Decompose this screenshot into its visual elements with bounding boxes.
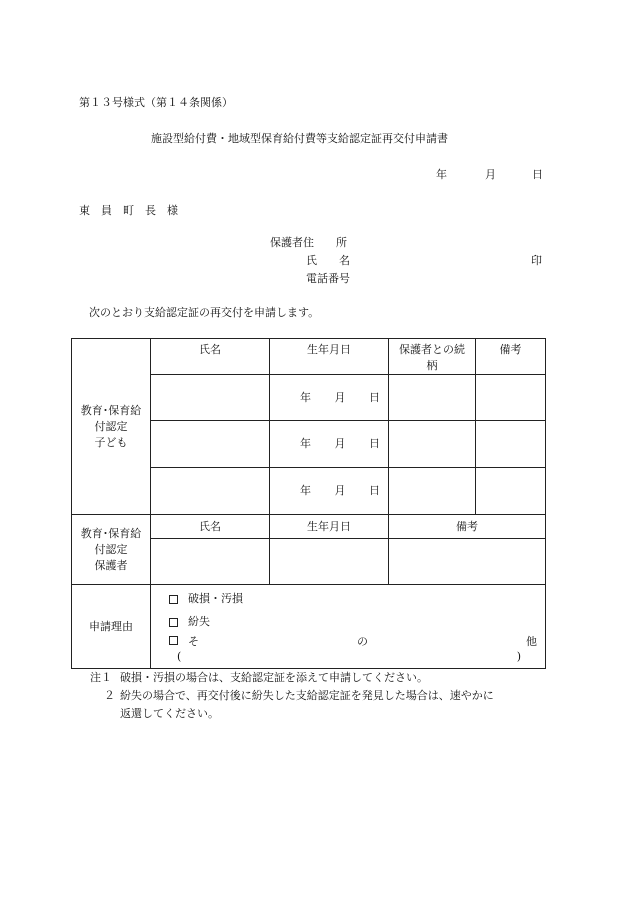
- child-section-label: 教育･保育給 付認定 子ども: [72, 339, 151, 515]
- child-relation-field[interactable]: [389, 421, 476, 468]
- addressee: 東 員 町 長 様: [79, 204, 178, 217]
- child-relation-field[interactable]: [389, 468, 476, 515]
- checkbox[interactable]: [169, 595, 178, 604]
- reason-options: [151, 585, 546, 669]
- notes: [90, 669, 494, 723]
- date-year-label: 年: [436, 168, 447, 181]
- child-name-field[interactable]: [151, 468, 270, 515]
- note-item: 返還してください。: [120, 707, 219, 720]
- applicant-address-label: 保護者住 所: [270, 236, 347, 249]
- col-header-remarks: 備考: [476, 339, 546, 375]
- guardian-section-label: 教育･保育給 付認定 保護者: [72, 515, 151, 585]
- reason-damaged-option[interactable]: 破損・汚損: [169, 588, 537, 611]
- reason-other-option[interactable]: そ の 他: [169, 634, 537, 650]
- application-table: [71, 338, 546, 669]
- child-remarks-field[interactable]: [476, 468, 546, 515]
- child-name-field[interactable]: [151, 375, 270, 421]
- note-item: ２ 紛失の場合で、再交付後に紛失した支給認定証を発見した場合は、速やかに: [104, 689, 494, 702]
- child-name-field[interactable]: [151, 421, 270, 468]
- applicant-name-label: 氏 名: [306, 254, 350, 267]
- guardian-col-header-remarks: 備考: [389, 515, 546, 539]
- guardian-name-field[interactable]: [151, 539, 270, 585]
- guardian-col-header-name: 氏名: [151, 515, 270, 539]
- reason-lost-option[interactable]: 紛失: [169, 611, 537, 634]
- col-header-birthdate: 生年月日: [270, 339, 389, 375]
- applicant-phone-label: 電話番号: [306, 272, 350, 285]
- form-title: 施設型給付費・地域型保育給付費等支給認定証再交付申請書: [151, 132, 448, 145]
- checkbox[interactable]: [169, 618, 178, 627]
- reason-label: 申請理由: [72, 585, 151, 669]
- child-relation-field[interactable]: [389, 375, 476, 421]
- child-remarks-field[interactable]: [476, 421, 546, 468]
- note-item: 注１ 破損・汚損の場合は、支給認定証を添えて申請してください。: [90, 671, 428, 684]
- reason-other-detail-field[interactable]: ( ): [177, 649, 521, 663]
- checkbox[interactable]: [169, 636, 178, 645]
- intro-text: 次のとおり支給認定証の再交付を申請します。: [89, 306, 320, 319]
- guardian-remarks-field[interactable]: [389, 539, 546, 585]
- form-number: 第１３号様式（第１４条関係）: [79, 96, 233, 109]
- guardian-col-header-birthdate: 生年月日: [270, 515, 389, 539]
- child-birthdate-field[interactable]: 年 月 日: [270, 421, 389, 468]
- child-birthdate-field[interactable]: 年 月 日: [270, 375, 389, 421]
- col-header-name: 氏名: [151, 339, 270, 375]
- child-remarks-field[interactable]: [476, 375, 546, 421]
- col-header-relation: 保護者との続 柄: [389, 339, 476, 375]
- date-month-label: 月: [485, 168, 496, 181]
- date-day-label: 日: [532, 168, 543, 181]
- child-birthdate-field[interactable]: 年 月 日: [270, 468, 389, 515]
- guardian-birthdate-field[interactable]: [270, 539, 389, 585]
- seal-label: 印: [531, 254, 542, 267]
